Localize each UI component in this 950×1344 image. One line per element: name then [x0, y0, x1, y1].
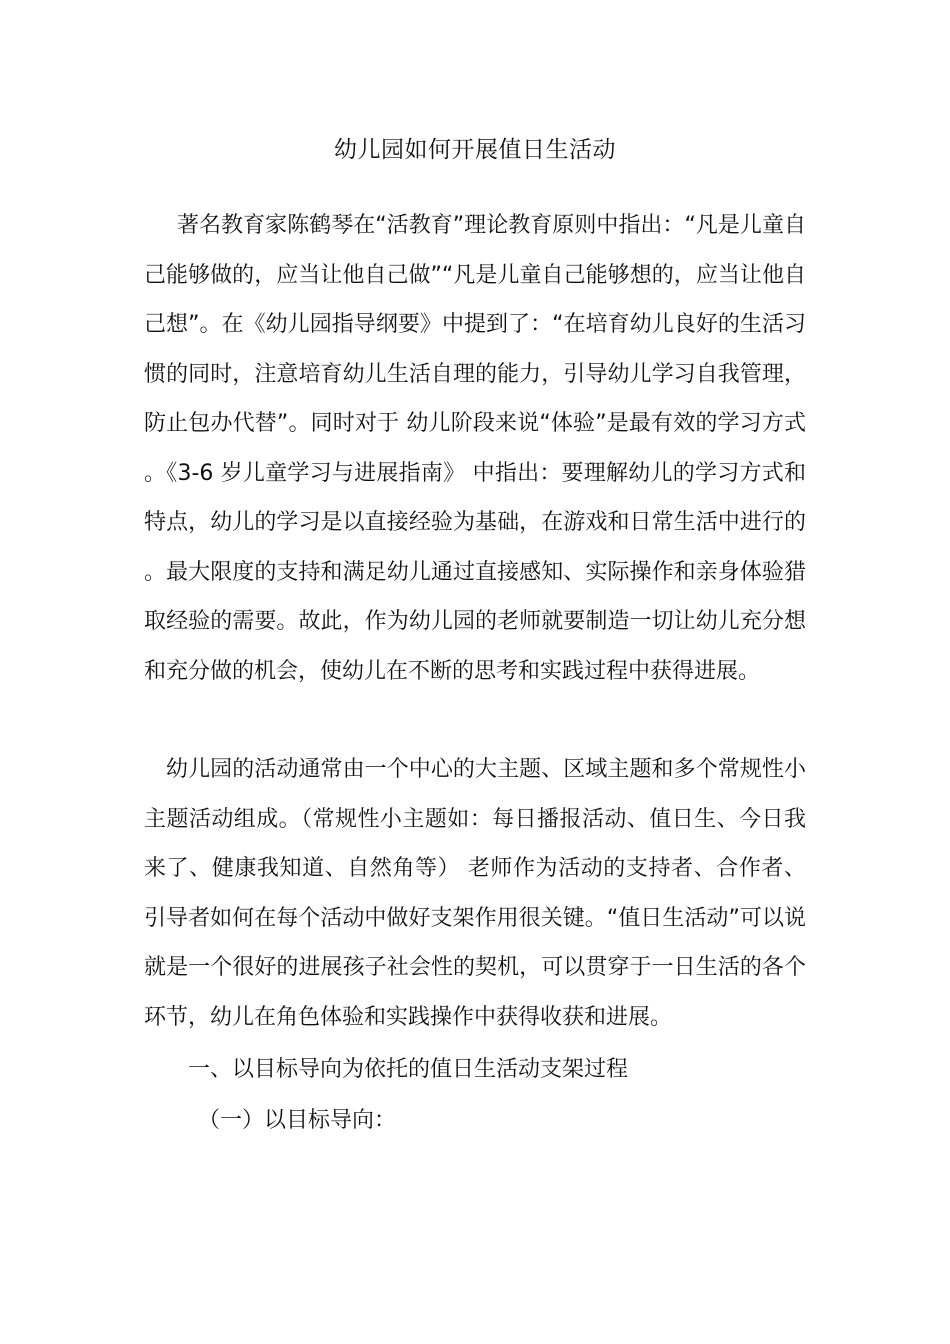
subsection-heading: （一）以目标导向： — [198, 1108, 397, 1133]
document-title: 幼儿园如何开展值日生活动 — [334, 137, 616, 163]
section-heading: 一、以目标导向为依托的值日生活动支架过程 — [188, 1057, 629, 1082]
paragraph-activities: 幼儿园的活动通常由一个中心的大主题、区域主题和多个常规性小主题活动组成。（常规性小主题如：每日播报活动、值日生、今日我来了、健康我知道、自然角等） 老师作为活动的支持者、合作者、引导者如何在每个活动中做好支架作用很关键。“值日生活动”可以说就是一个很好的进展孩子社会性的契机，可以贯穿于一日生活的各个环节，幼儿在角色体验和实践操作中获得收获和进展。 — [144, 757, 806, 1030]
paragraph-intro: 著名教育家陈鹤琴在“活教育”理论教育原则中指出：“凡是儿童自己能够做的，应当让他自己做”“凡是儿童自己能够想的，应当让他自己想”。在《幼儿园指导纲要》中提到了：“在培育幼儿良好的生活习惯的同时，注意培育幼儿生活自理的能力，引导幼儿学习自我管理，防止包办代替”。同时对于 幼儿阶段来说“体验”是最有效的学习方式。《3-6 岁儿童学习与进展指南》 中指出：要理解幼儿的学习方式和特点，幼儿的学习是以直接经验为基础，在游戏和日常生活中进行的。最大限度的支持和满足幼儿通过直接感知、实际操作和亲身体验猎取经验的需要。故此，作为幼儿园的老师就要制造一切让幼儿充分想和充分做的机会，使幼儿在不断的思考和实践过程中获得进展。 — [144, 213, 806, 684]
